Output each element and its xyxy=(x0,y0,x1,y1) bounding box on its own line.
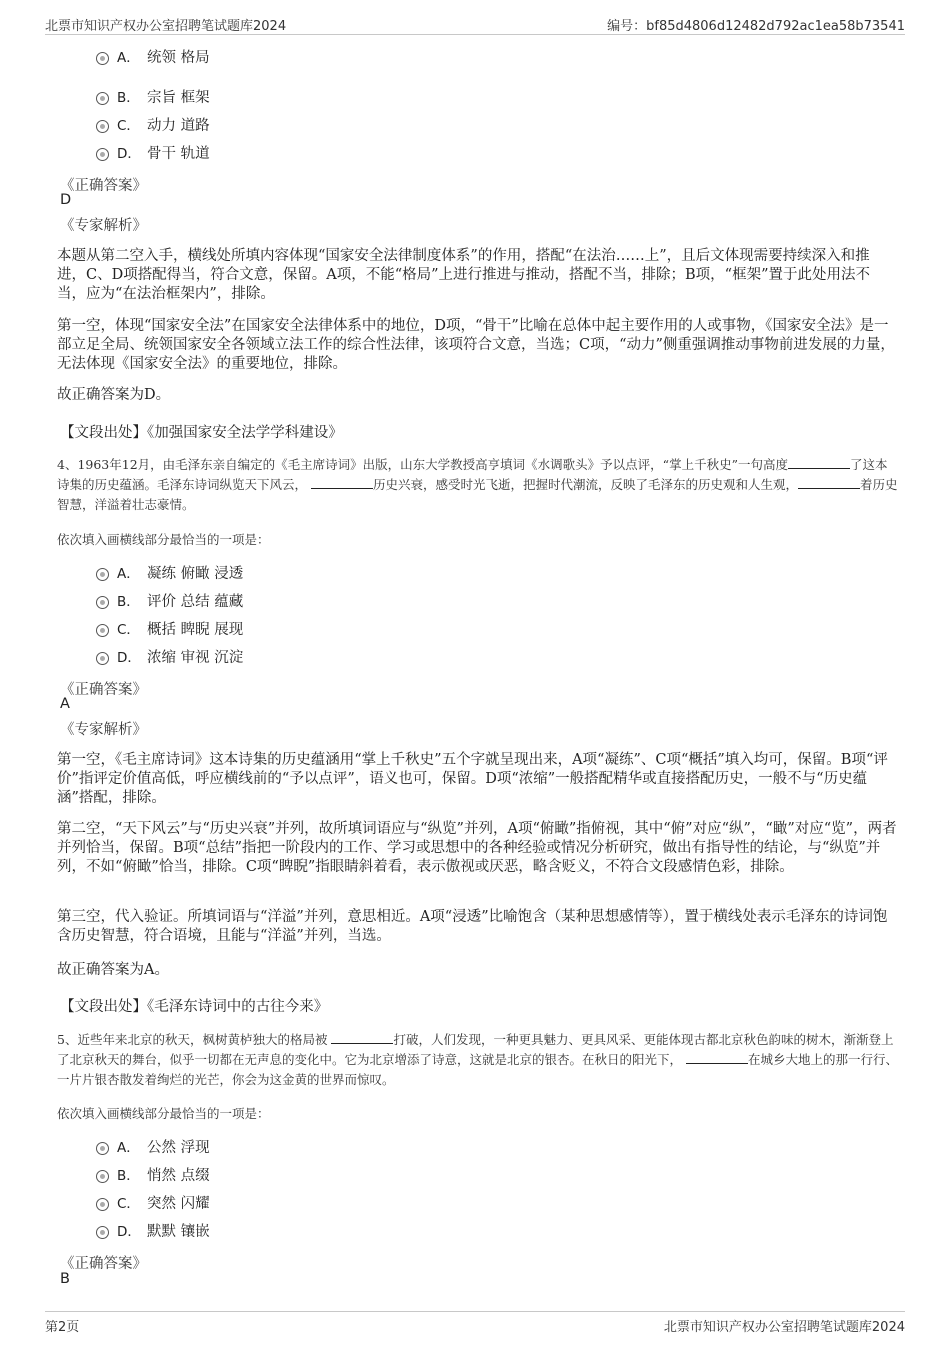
blank-1 xyxy=(331,1031,393,1044)
blank-3 xyxy=(798,476,860,489)
q3-analysis-p3: 故正确答案为D。 xyxy=(57,387,171,403)
q3-analysis-p2: 第一空，体现“国家安全法”在国家安全法律体系中的地位，D项，“骨干”比喻在总体中起主要作用的人或事物，《国家安全法》是一部立足全局、统领国家安全各领域立法工作的综合性法律，该项符合文意，当选；C项，“动力”侧重强调推动事物前进发展的力量，无法体现《国家安全法》的重要地位，排除。 xyxy=(57,318,895,372)
radio-icon[interactable] xyxy=(96,52,109,65)
q3-option-c[interactable]: C． 动力 道路 xyxy=(96,116,210,136)
q5-option-b[interactable]: B． 悄然 点缀 xyxy=(96,1166,210,1186)
radio-icon[interactable] xyxy=(96,120,109,133)
document-id: 编号：bf85d4806d12482d792ac1ea58b73541 xyxy=(607,19,905,34)
q3-option-b[interactable]: B． 宗旨 框架 xyxy=(96,88,210,108)
q4-analysis-p3: 第三空，代入验证。所填词语与“洋溢”并列，意思相近。A项“浸透”比喻饱含（某种思想感情等），置于横线处表示毛泽东的诗词饱含历史智慧，符合语境，且能与“洋溢”并列，当选。 xyxy=(57,909,888,944)
q4-option-d[interactable]: D． 浓缩 审视 沉淀 xyxy=(96,648,243,668)
q5-answer-label: 《正确答案》 xyxy=(60,1256,147,1272)
q4-option-a[interactable]: A． 凝练 俯瞰 浸透 xyxy=(96,564,243,584)
q4-analysis-label: 《专家解析》 xyxy=(60,722,147,738)
q4-answer: A xyxy=(60,696,70,712)
q5-question: 5、近些年来北京的秋天，枫树黄栌独大的格局被 打破，人们发现，一种更具魅力、更具风采、更能体现古都北京秋色韵味的树木，渐渐登上了北京秋天的舞台，似乎一切都在无声息的变化中。它为北京增添了诗意，这就是北京的银杏。在秋日的阳光下， 在城乡大地上的那一行行、一片片银杏散发着绚烂的光芒，你会为这金黄的世界而惊叹。 xyxy=(57,1032,899,1087)
q5-option-a[interactable]: A． 公然 浮现 xyxy=(96,1138,210,1158)
q5-prompt: 依次填入画横线部分最恰当的一项是： xyxy=(57,1106,270,1121)
page-footer xyxy=(45,1311,905,1336)
q3-analysis-label: 《专家解析》 xyxy=(60,218,147,234)
radio-icon[interactable] xyxy=(96,1198,109,1211)
page-number: 第2页 xyxy=(45,1320,80,1335)
radio-icon[interactable] xyxy=(96,1226,109,1239)
radio-icon[interactable] xyxy=(96,92,109,105)
radio-icon[interactable] xyxy=(96,1170,109,1183)
radio-icon[interactable] xyxy=(96,624,109,637)
page-header xyxy=(45,12,905,35)
q5-answer: B xyxy=(60,1271,70,1287)
q3-option-a[interactable]: A． 统领 格局 xyxy=(96,48,210,68)
q4-analysis-p2: 第二空，“天下风云”与“历史兴衰”并列，故所填词语应与“纵览”并列，A项“俯瞰”指俯视，其中“俯”对应“纵”，“瞰”对应“览”，两者并列恰当，保留。B项“总结”指把一阶段内的工作、学习或思想中的各种经验或情况分析研究，做出有指导性的结论，与“纵览”并列，不如“俯瞰”恰当，排除。C项“睥睨”指眼睛斜着看，表示傲视或厌恶，略含贬义，不符合文段感情色彩，排除。 xyxy=(57,821,897,875)
q4-answer-label: 《正确答案》 xyxy=(60,682,147,698)
q3-answer-label: 《正确答案》 xyxy=(60,178,147,194)
q4-question: 4、1963年12月，由毛泽东亲自编定的《毛主席诗词》出版，山东大学教授高亨填词《水调歌头》予以点评，“掌上千秋史”一句高度 了这本诗集的历史蕴涵。毛泽东诗词纵览天下风云， 历史兴衰，感受时光飞逝，把握时代潮流，反映了毛泽东的历史观和人生观， 着历史智慧，洋溢着壮志豪情。 xyxy=(57,457,898,512)
radio-icon[interactable] xyxy=(96,652,109,665)
radio-icon[interactable] xyxy=(96,596,109,609)
radio-icon[interactable] xyxy=(96,568,109,581)
blank-1 xyxy=(788,456,850,469)
q3-option-d[interactable]: D． 骨干 轨道 xyxy=(96,144,210,164)
q3-source: 【文段出处】《加强国家安全法学学科建设》 xyxy=(60,425,343,441)
blank-2 xyxy=(686,1051,748,1064)
q3-analysis-p1: 本题从第二空入手，横线处所填内容体现“国家安全法律制度体系”的作用，搭配“在法治……上”，且后文体现需要持续深入和推进，C、D项搭配得当，符合文意，保留。A项，不能“格局”上进行推进与推动，搭配不当，排除；B项，“框架”置于此处用法不当，应为“在法治框架内”，排除。 xyxy=(57,248,870,302)
q4-source: 【文段出处】《毛泽东诗词中的古往今来》 xyxy=(60,999,329,1015)
q4-analysis-p1: 第一空，《毛主席诗词》这本诗集的历史蕴涵用“掌上千秋史”五个字就呈现出来，A项“凝练”、C项“概括”填入均可，保留。B项“评价”指评定价值高低，呼应横线前的“予以点评”，语义也可，保留。D项“浓缩”一般搭配精华或直接搭配历史，一般不与“历史蕴涵”搭配，排除。 xyxy=(57,752,888,806)
radio-icon[interactable] xyxy=(96,1142,109,1155)
blank-2 xyxy=(311,476,373,489)
q5-option-d[interactable]: D． 默默 镶嵌 xyxy=(96,1222,210,1242)
q5-option-c[interactable]: C． 突然 闪耀 xyxy=(96,1194,210,1214)
q4-option-b[interactable]: B． 评价 总结 蕴藏 xyxy=(96,592,243,612)
q4-prompt: 依次填入画横线部分最恰当的一项是： xyxy=(57,532,270,547)
q4-option-c[interactable]: C． 概括 睥睨 展现 xyxy=(96,620,243,640)
radio-icon[interactable] xyxy=(96,148,109,161)
footer-title: 北票市知识产权办公室招聘笔试题库2024 xyxy=(663,1320,905,1335)
q4-analysis-p4: 故正确答案为A。 xyxy=(57,962,169,978)
header-title: 北票市知识产权办公室招聘笔试题库2024 xyxy=(45,19,287,34)
q3-answer: D xyxy=(60,192,72,208)
